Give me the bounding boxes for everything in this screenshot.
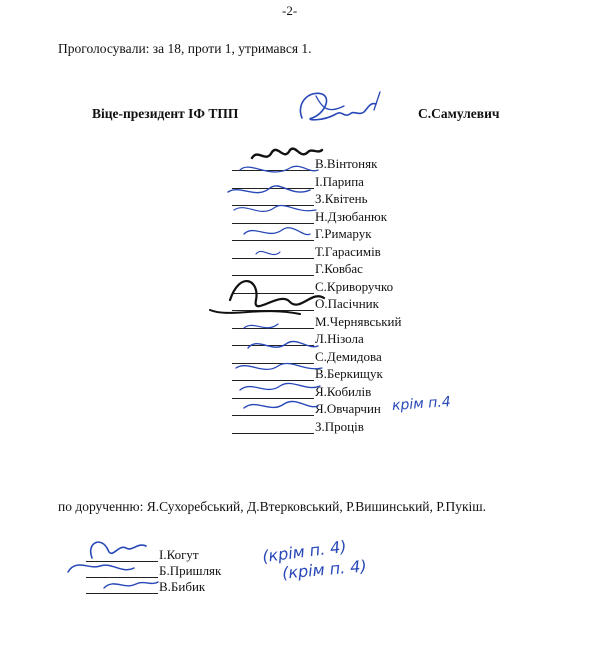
- member-name: С.Демидова: [315, 348, 382, 364]
- member-name: О.Пасічник: [315, 296, 379, 311]
- proxy-note-1: (крім п. 4): [261, 536, 348, 567]
- member-name: З.Проців: [315, 418, 364, 434]
- vice-president-title: Віце-президент ІФ ТПП: [92, 106, 239, 121]
- proxy-name: Б.Пришляк: [159, 563, 222, 578]
- vice-president-signature: [292, 84, 392, 134]
- vote-result: Проголосували: за 18, проти 1, утримався 1.: [58, 41, 312, 56]
- vice-president-name: С.Самулевич: [418, 106, 500, 121]
- proxy-note-2: (крім п. 4): [281, 556, 368, 583]
- member-exception-note: крім п.4: [391, 393, 452, 415]
- member-name: Г.Ковбас: [315, 261, 363, 276]
- member-name: С.Криворучко: [315, 278, 394, 294]
- page-number: -2-: [282, 3, 298, 18]
- member-name: Г.Римарук: [315, 226, 372, 241]
- signature-line: [232, 433, 314, 434]
- proxy-signatures-overlay: [58, 528, 168, 598]
- member-name: М.Чернявський: [315, 313, 402, 329]
- proxy-name: В.Бибик: [159, 579, 206, 594]
- member-name: Л.Нізола: [315, 331, 364, 346]
- member-name: В.Вінтоняк: [315, 156, 378, 171]
- member-name: Т.Гарасимів: [315, 243, 381, 259]
- member-name: В.Беркищук: [315, 366, 383, 381]
- proxy-name: І.Когут: [159, 547, 199, 562]
- member-name: З.Квітень: [315, 191, 368, 206]
- member-name: Я.Кобилів: [315, 383, 372, 399]
- mandate-line: по дорученню: Я.Сухоребський, Д.Втерковський, Р.Вишинський, Р.Пукіш.: [58, 499, 487, 514]
- member-signatures-overlay: [200, 140, 330, 430]
- member-name: І.Парипа: [315, 173, 364, 189]
- member-name: Я.Овчарчин: [315, 401, 381, 416]
- member-name: Н.Дзюбанюк: [315, 208, 388, 224]
